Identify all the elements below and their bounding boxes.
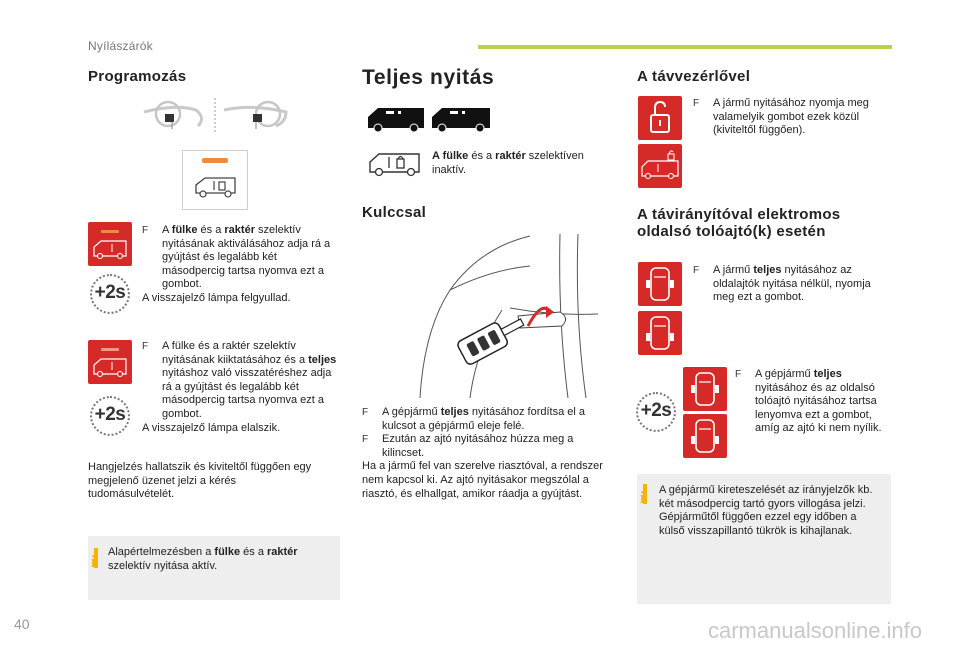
full-unlock-title: Teljes nyitás (362, 66, 495, 89)
programming-step-1: F A fülke és a raktér szelektív nyitásának aktiválásához adja rá a gyújtást és legalább két másodpercig tartsa nyomva ezt a gombot. A visszajelző lámpa felgyullad. (142, 224, 342, 306)
sliding-door-tile-1 (638, 262, 682, 306)
bullet-icon: F (142, 341, 149, 352)
selective-unlock-button-image (182, 150, 248, 210)
van-icon (88, 222, 132, 266)
van-lock-icon (367, 148, 423, 178)
bullet-icon: F (362, 407, 369, 418)
programming-title: Programozás (88, 68, 187, 85)
full-open-tile-2 (683, 414, 727, 458)
remote-unlock-tile (638, 96, 682, 140)
car-topview-icon (683, 367, 727, 411)
van-icon (88, 340, 132, 384)
remote-van-unlock-tile (638, 144, 682, 188)
info-icon: i (640, 488, 645, 507)
bullet-icon: F (693, 265, 700, 276)
car-topview-icon (638, 311, 682, 355)
full-open-tile-1 (683, 367, 727, 411)
remote-instruction: F A jármű nyitásához nyomja meg valamelyik gombot ezek közül (kiviteltől függően). (693, 97, 869, 137)
steering-wheel-illustration (136, 96, 298, 136)
key-title: Kulccsal (362, 204, 427, 221)
programming-step-2: F A fülke és a raktér szelektív nyitásának kiiktatásához és a teljes nyitáshoz való visszatéréshez adja rá a gyújtást és legalább két másodpercig tartsa nyomva ezt a gombot. A visszajelző lámpa elalszik. (142, 340, 344, 435)
car-topview-icon (638, 262, 682, 306)
info-box-indicators: i A gépjármű kireteszelését az irányjelzők kb. két másodpercig tartó gyors villogása jelzi. Gépjárműtől függően ezzel egy időben a külső visszapillantó tükrök is kihajlanak. (637, 474, 891, 604)
bullet-icon: F (735, 369, 742, 380)
bullet-icon: F (693, 98, 700, 109)
section-header: Nyílászárók (88, 39, 153, 53)
sliding-door-instruction: F A jármű teljes nyitásához az oldalajtók nyitása nélkül, nyomja meg ezt a gombot. (693, 264, 871, 304)
sliding-door-tile-2 (638, 311, 682, 355)
beep-text: Hangjelzés hallatszik és kiviteltől függően egy megjelenő üzenet jelzi a kérés tudomásulvételét. (88, 461, 312, 501)
sliding-door-title: A távirányítóval elektromos oldalsó tolóajtó(k) esetén (637, 206, 841, 240)
info-box-default: i Alapértelmezésben a fülke és a raktér szelektív nyitása aktív. (88, 536, 340, 600)
van-silhouettes (366, 104, 496, 134)
page-number: 40 (14, 616, 30, 632)
timer-2s-icon: +2s (634, 390, 678, 434)
info-icon: i (91, 552, 96, 571)
lamp-off-note: A visszajelző lámpa elalszik. (142, 421, 281, 434)
bullet-icon: F (142, 225, 149, 236)
door-key-illustration (410, 230, 610, 400)
full-open-instruction: F A gépjármű teljes nyitásához és az oldalsó tolóajtó nyitásához tartsa lenyomva ezt a gombot, amíg az ajtó ki nem nyílik. (735, 368, 882, 435)
selective-button-tile-off (88, 340, 132, 384)
car-topview-icon (683, 414, 727, 458)
key-instructions: F A gépjármű teljes nyitásához fordítsa el a kulcsot a gépjármű eleje felé. F Ezután az ajtó nyitásához húzza meg a kilincset. Ha a jármű fel van szerelve riasztóval, a rendszer nem kapcsol ki. Az ajtó nyitásakor megszólal a riasztó, és elhallgat, amikor ráadja a gyújtást. (362, 406, 612, 501)
van-unlock-icon (638, 144, 682, 188)
alarm-note: Ha a jármű fel van szerelve riasztóval, a rendszer nem kapcsol ki. Az ajtó nyitásakor megszólal a riasztó, és elhallgat, amikor ráadja a gyújtást. (362, 460, 603, 500)
padlock-open-icon (638, 96, 682, 140)
indicator-lamp (202, 158, 228, 163)
van-lock-icon (193, 173, 239, 199)
timer-2s-icon: +2s (88, 272, 132, 316)
remote-title: A távvezérlővel (637, 68, 751, 85)
full-unlock-caption: A fülke és a raktér szelektíven inaktív. (432, 150, 584, 176)
selective-button-tile-on (88, 222, 132, 266)
header-accent-bar (478, 45, 892, 49)
lamp-on-note: A visszajelző lámpa felgyullad. (142, 291, 291, 304)
timer-2s-icon: +2s (88, 394, 132, 438)
watermark: carmanualsonline.info (708, 618, 923, 643)
bullet-icon: F (362, 434, 369, 446)
